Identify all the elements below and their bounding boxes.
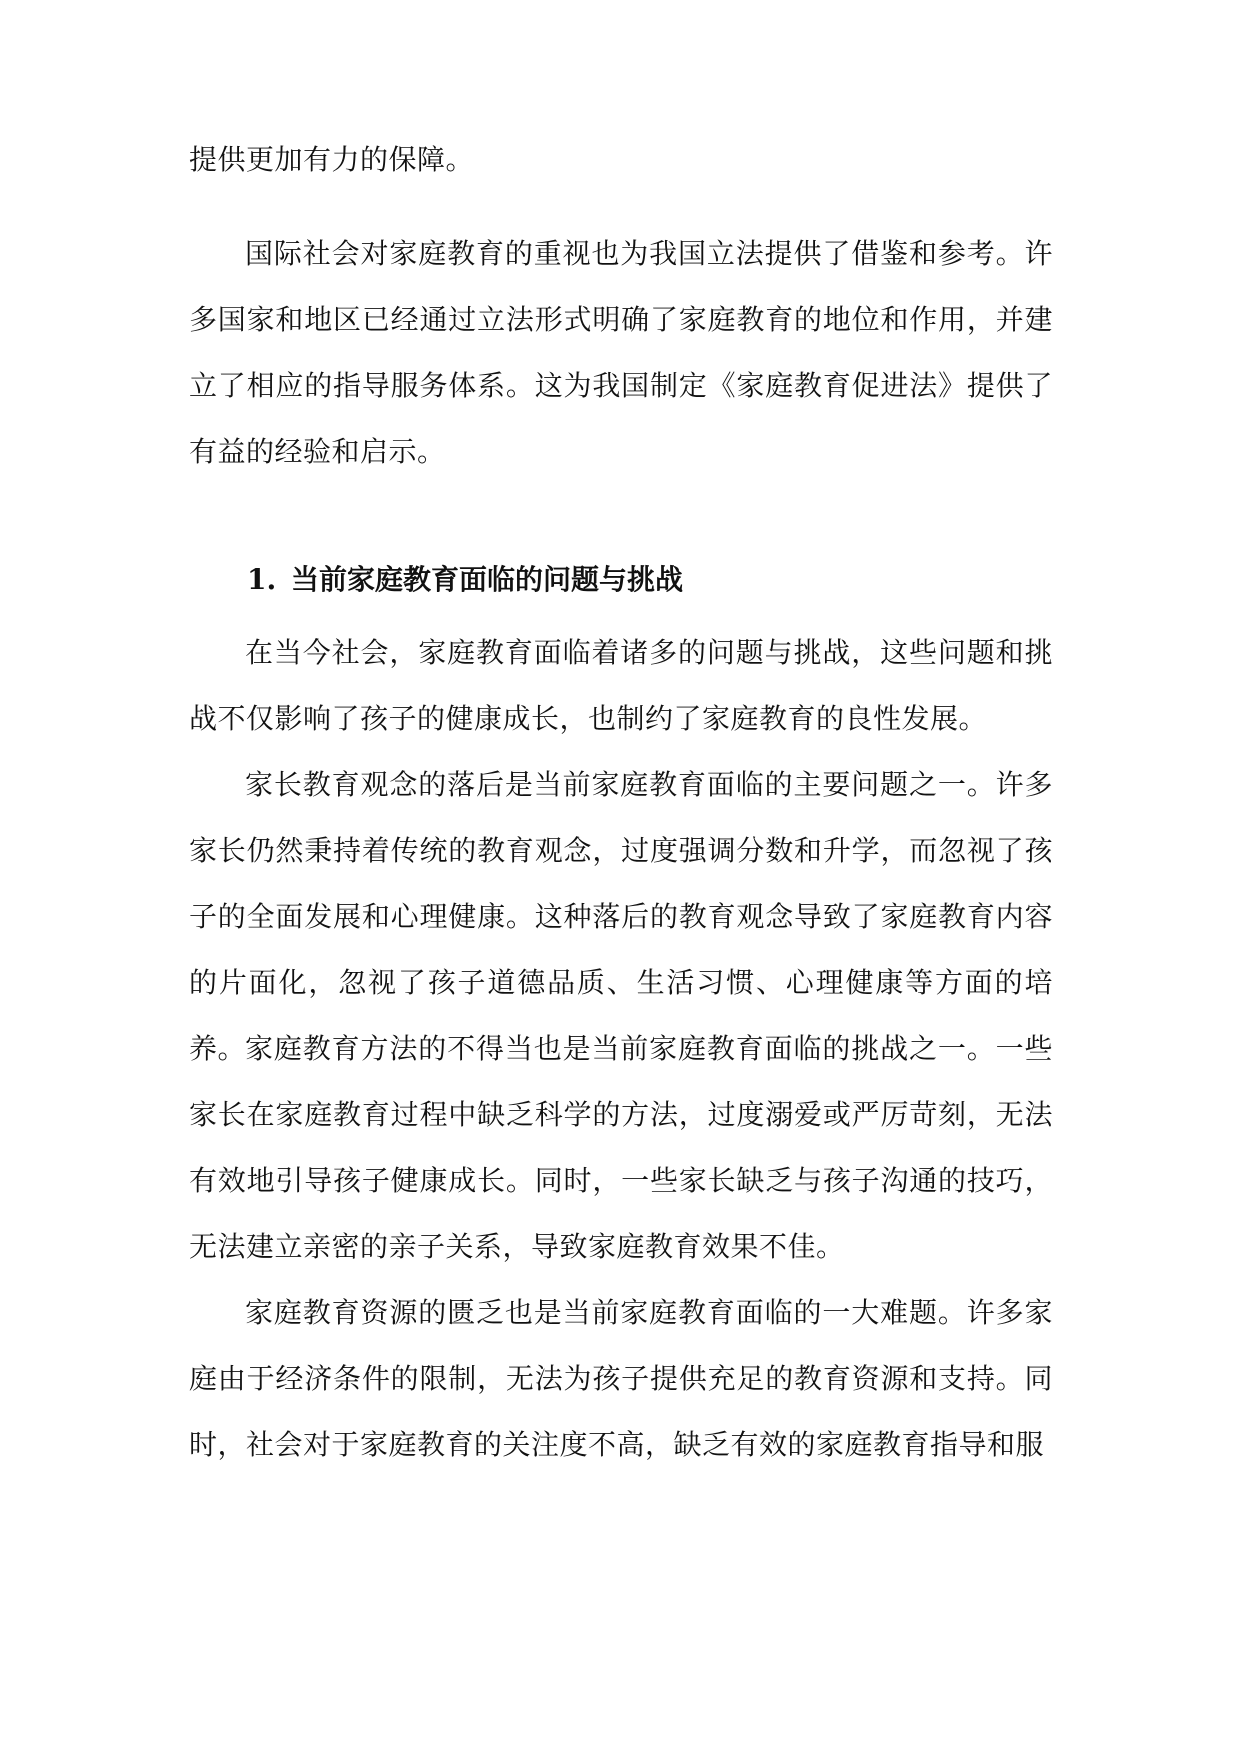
section-heading xyxy=(247,560,683,600)
paragraph-parent-concepts: 家长教育观念的落后是当前家庭教育面临的主要问题之一。许多家长仍然秉持着传统的教育观念，过度强调分数和升学，而忽视了孩子的全面发展和心理健康。这种落后的教育观念导致了家庭教育内容的片面化，忽视了孩子道德品质、生活习惯、心理健康等方面的培养。 xyxy=(189,768,1053,1065)
paragraph-education-resources: 家庭教育资源的匮乏也是当前家庭教育面临的一大难题。许多家庭由于经济条件的限制，无法为孩子提供充足的教育资源和支持。同时，社会对于家庭教育的关注度不高，缺乏有效的家庭教育指导和服 xyxy=(189,1296,1053,1461)
section-number: 1. xyxy=(247,563,277,596)
paragraph-international-reference: 国际社会对家庭教育的重视也为我国立法提供了借鉴和参考。许多国家和地区已经通过立法形式明确了家庭教育的地位和作用，并建立了相应的指导服务体系。这为我国制定《家庭教育促进法》提供了有益的经验和启示。 xyxy=(189,237,1053,468)
paragraph-intro: 在当今社会，家庭教育面临着诸多的问题与挑战，这些问题和挑战不仅影响了孩子的健康成长，也制约了家庭教育的良性发展。 xyxy=(189,636,1053,735)
section-title: 当前家庭教育面临的问题与挑战 xyxy=(291,563,684,596)
paragraph-education-methods: 家庭教育方法的不得当也是当前家庭教育面临的挑战之一。一些家长在家庭教育过程中缺乏科学的方法，过度溺爱或严厉苛刻，无法有效地引导孩子健康成长。同时，一些家长缺乏与孩子沟通的技巧，无法建立亲密的亲子关系，导致家庭教育效果不佳。 xyxy=(189,1032,1053,1263)
paragraph-continuation: 提供更加有力的保障。 xyxy=(189,143,475,176)
